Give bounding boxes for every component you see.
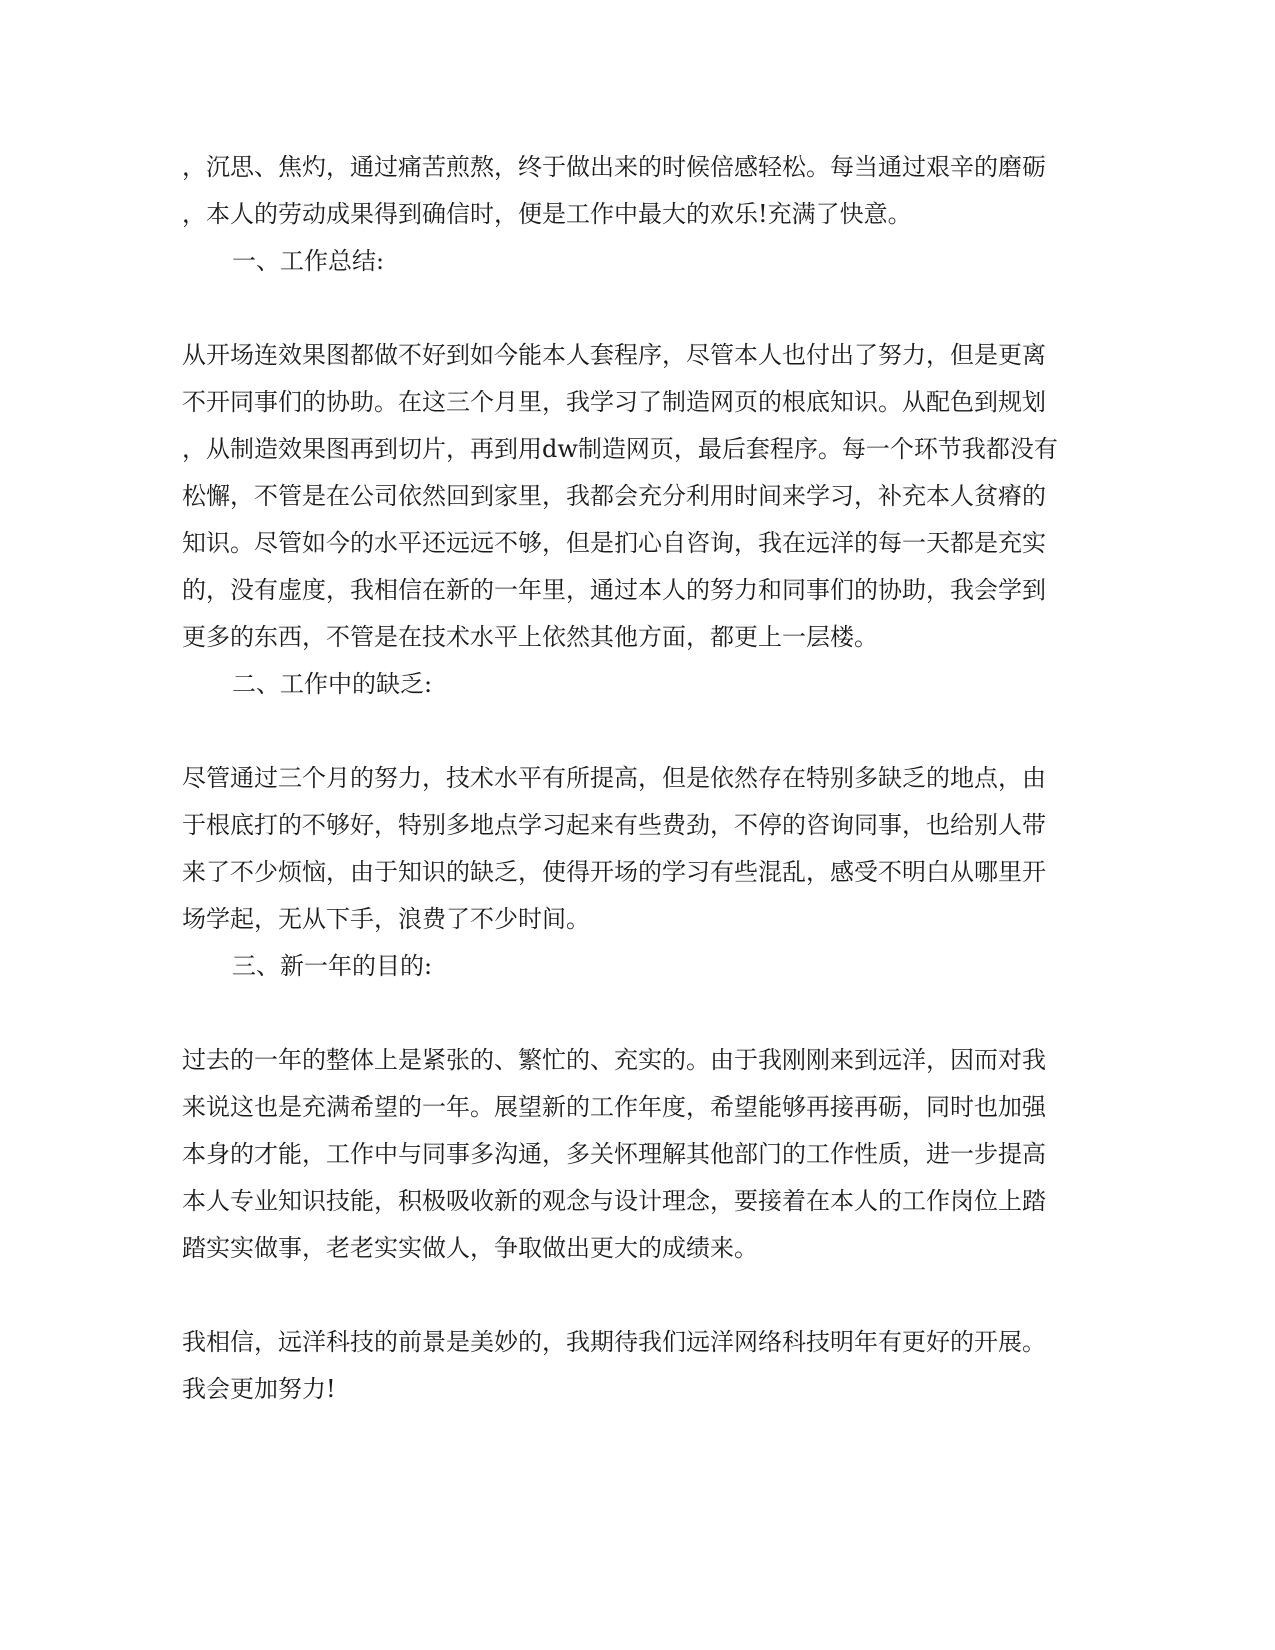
text-line: 我会更加努力!	[182, 1375, 336, 1403]
text-line: ，从制造效果图再到切片，再到用dw制造网页，最后套程序。每一个环节我都没有	[182, 435, 1058, 463]
text-line: 本身的才能，工作中与同事多沟通，多关怀理解其他部门的工作性质，进一步提高	[182, 1140, 1046, 1168]
text-line: 的，没有虚度，我相信在新的一年里，通过本人的努力和同事们的协助，我会学到	[182, 576, 1046, 604]
text-line: 更多的东西，不管是在技术水平上依然其他方面，都更上一层楼。	[182, 623, 878, 651]
text-line: 于根底打的不够好，特别多地点学习起来有些费劲，不停的咨询同事，也给别人带	[182, 811, 1046, 839]
text-line: 我相信，远洋科技的前景是美妙的，我期待我们远洋网络科技明年有更好的开展。	[182, 1328, 1046, 1356]
text-line: 本人专业知识技能，积极吸收新的观念与设计理念，要接着在本人的工作岗位上踏	[182, 1187, 1046, 1215]
text-line: 踏实实做事，老老实实做人，争取做出更大的成绩来。	[182, 1234, 758, 1262]
text-line: 从开场连效果图都做不好到如今能本人套程序，尽管本人也付出了努力，但是更离	[182, 341, 1046, 369]
text-line: ，沉思、焦灼，通过痛苦煎熬，终于做出来的时候倍感轻松。每当通过艰辛的磨砺	[182, 153, 1046, 181]
section-heading-shortcomings: 二、工作中的缺乏:	[232, 670, 433, 698]
text-line: 场学起，无从下手，浪费了不少时间。	[182, 905, 590, 933]
section-heading-new-year-goals: 三、新一年的目的:	[232, 952, 433, 980]
text-line: 来了不少烦恼，由于知识的缺乏，使得开场的学习有些混乱，感受不明白从哪里开	[182, 858, 1046, 886]
text-line: 松懈，不管是在公司依然回到家里，我都会充分利用时间来学习，补充本人贫瘠的	[182, 482, 1046, 510]
text-line: 尽管通过三个月的努力，技术水平有所提高，但是依然存在特别多缺乏的地点，由	[182, 764, 1046, 792]
text-line: 知识。尽管如今的水平还远远不够，但是扪心自咨询，我在远洋的每一天都是充实	[182, 529, 1046, 557]
section-heading-work-summary: 一、工作总结:	[232, 247, 385, 275]
text-line: 不开同事们的协助。在这三个月里，我学习了制造网页的根底知识。从配色到规划	[182, 388, 1046, 416]
text-line: ，本人的劳动成果得到确信时，便是工作中最大的欢乐!充满了快意。	[182, 200, 912, 228]
text-line: 来说这也是充满希望的一年。展望新的工作年度，希望能够再接再砺，同时也加强	[182, 1093, 1046, 1121]
text-line: 过去的一年的整体上是紧张的、繁忙的、充实的。由于我刚刚来到远洋，因而对我	[182, 1046, 1046, 1074]
